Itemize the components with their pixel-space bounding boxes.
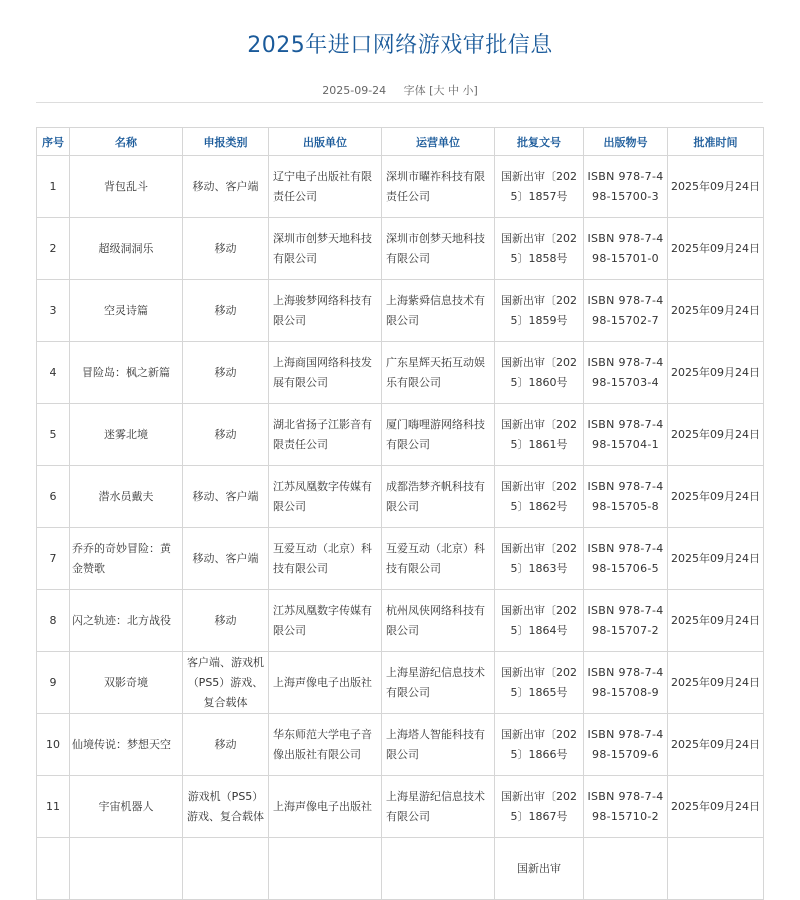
game-name: 超级洞洞乐 [70,218,183,280]
table-row [37,466,764,528]
row-number: 8 [37,590,70,652]
approval-number: 国新出审〔2025〕1865号 [495,652,584,714]
header-name: 名称 [70,128,183,156]
game-name: 空灵诗篇 [70,280,183,342]
publisher-name: 上海声像电子出版社 [269,776,382,838]
table-row [37,838,764,900]
declaration-category: 移动 [183,218,269,280]
font-size-medium-link[interactable]: 中 [447,84,459,97]
row-number: 6 [37,466,70,528]
approval-number: 国新出审〔2025〕1860号 [495,342,584,404]
game-name [70,838,183,900]
declaration-category: 移动 [183,590,269,652]
operator-name: 上海星游纪信息技术有限公司 [382,776,495,838]
game-name: 仙境传说：梦想天空 [70,714,183,776]
publisher-name: 上海骏梦网络科技有限公司 [269,280,382,342]
table-row [37,280,764,342]
publisher-name: 上海声像电子出版社 [269,652,382,714]
approval-number: 国新出审〔2025〕1866号 [495,714,584,776]
declaration-category: 游戏机（PS5）游戏、复合载体 [183,776,269,838]
publisher-name: 江苏凤凰数字传媒有限公司 [269,466,382,528]
row-number: 1 [37,156,70,218]
operator-name: 深圳市曜祚科技有限责任公司 [382,156,495,218]
table-row [37,404,764,466]
header-approval-number: 批复文号 [495,128,584,156]
game-name: 冒险岛：枫之新篇 [70,342,183,404]
row-number [37,838,70,900]
font-size-bracket-open: [ [429,84,434,97]
declaration-category: 移动 [183,342,269,404]
page-title: 2025年进口网络游戏审批信息 [247,33,553,58]
header-category: 申报类别 [183,128,269,156]
publisher-name: 上海商国网络科技发展有限公司 [269,342,382,404]
declaration-category: 移动、客户端 [183,466,269,528]
approval-date: 2025年09月24日 [668,652,764,714]
approval-number: 国新出审〔2025〕1858号 [495,218,584,280]
row-number: 3 [37,280,70,342]
row-number: 4 [37,342,70,404]
operator-name: 上海紫舜信息技术有限公司 [382,280,495,342]
isbn-number: ISBN 978-7-498-15702-7 [584,280,668,342]
table-row [37,156,764,218]
isbn-number: ISBN 978-7-498-15705-8 [584,466,668,528]
game-name: 乔乔的奇妙冒险：黄金赞歌 [70,528,183,590]
approval-date: 2025年09月24日 [668,528,764,590]
table-row [37,590,764,652]
publish-date: 2025-09-24 [322,84,387,97]
publisher-name: 江苏凤凰数字传媒有限公司 [269,590,382,652]
declaration-category: 移动、客户端 [183,156,269,218]
row-number: 5 [37,404,70,466]
operator-name: 深圳市创梦天地科技有限公司 [382,218,495,280]
game-name: 宇宙机器人 [70,776,183,838]
approval-date: 2025年09月24日 [668,342,764,404]
operator-name: 上海塔人智能科技有限公司 [382,714,495,776]
isbn-number: ISBN 978-7-498-15703-4 [584,342,668,404]
table-row [37,776,764,838]
approval-number: 国新出审 [495,838,584,900]
approval-date: 2025年09月24日 [668,218,764,280]
isbn-number: ISBN 978-7-498-15709-6 [584,714,668,776]
publisher-name: 华东师范大学电子音像出版社有限公司 [269,714,382,776]
operator-name: 互爱互动（北京）科技有限公司 [382,528,495,590]
declaration-category: 移动、客户端 [183,528,269,590]
table-row [37,342,764,404]
header-no: 序号 [37,128,70,156]
approval-number: 国新出审〔2025〕1862号 [495,466,584,528]
approval-number: 国新出审〔2025〕1857号 [495,156,584,218]
title-divider [36,102,763,103]
approval-number: 国新出审〔2025〕1864号 [495,590,584,652]
font-size-large-link[interactable]: 大 [433,84,445,97]
declaration-category: 移动 [183,280,269,342]
game-name: 潜水员戴夫 [70,466,183,528]
publisher-name: 辽宁电子出版社有限责任公司 [269,156,382,218]
table-row [37,218,764,280]
font-size-label: 字体 [403,84,426,97]
table-row [37,714,764,776]
publisher-name: 深圳市创梦天地科技有限公司 [269,218,382,280]
isbn-number: ISBN 978-7-498-15701-0 [584,218,668,280]
font-size-bracket-close: ] [473,84,478,97]
declaration-category: 移动 [183,714,269,776]
approval-date: 2025年09月24日 [668,280,764,342]
approval-table [36,127,764,900]
operator-name: 杭州凤侠网络科技有限公司 [382,590,495,652]
row-number: 11 [37,776,70,838]
font-size-small-link[interactable]: 小 [462,84,474,97]
game-name: 双影奇境 [70,652,183,714]
table-row [37,652,764,714]
approval-date: 2025年09月24日 [668,156,764,218]
declaration-category: 客户端、游戏机（PS5）游戏、复合载体 [183,652,269,714]
operator-name: 广东星辉天拓互动娱乐有限公司 [382,342,495,404]
isbn-number: ISBN 978-7-498-15700-3 [584,156,668,218]
operator-name: 成都浩梦齐帆科技有限公司 [382,466,495,528]
operator-name [382,838,495,900]
approval-number: 国新出审〔2025〕1863号 [495,528,584,590]
publisher-name [269,838,382,900]
header-operator: 运营单位 [382,128,495,156]
approval-date: 2025年09月24日 [668,590,764,652]
approval-date: 2025年09月24日 [668,714,764,776]
isbn-number: ISBN 978-7-498-15706-5 [584,528,668,590]
approval-date: 2025年09月24日 [668,404,764,466]
game-name: 闪之轨迹：北方战役 [70,590,183,652]
approval-number: 国新出审〔2025〕1859号 [495,280,584,342]
publisher-name: 湖北省扬子江影音有限责任公司 [269,404,382,466]
game-name: 背包乱斗 [70,156,183,218]
approval-number: 国新出审〔2025〕1867号 [495,776,584,838]
approval-date: 2025年09月24日 [668,466,764,528]
declaration-category [183,838,269,900]
isbn-number [584,838,668,900]
article-meta [0,82,800,98]
publisher-name: 互爱互动（北京）科技有限公司 [269,528,382,590]
isbn-number: ISBN 978-7-498-15710-2 [584,776,668,838]
header-publisher: 出版单位 [269,128,382,156]
row-number: 9 [37,652,70,714]
isbn-number: ISBN 978-7-498-15707-2 [584,590,668,652]
game-name: 迷雾北境 [70,404,183,466]
row-number: 10 [37,714,70,776]
table-header-row [37,128,764,156]
table-row [37,528,764,590]
header-approval-date: 批准时间 [668,128,764,156]
declaration-category: 移动 [183,404,269,466]
isbn-number: ISBN 978-7-498-15708-9 [584,652,668,714]
header-isbn: 出版物号 [584,128,668,156]
isbn-number: ISBN 978-7-498-15704-1 [584,404,668,466]
row-number: 2 [37,218,70,280]
operator-name: 上海星游纪信息技术有限公司 [382,652,495,714]
approval-date: 2025年09月24日 [668,776,764,838]
approval-number: 国新出审〔2025〕1861号 [495,404,584,466]
row-number: 7 [37,528,70,590]
approval-date [668,838,764,900]
operator-name: 厦门嗨哩游网络科技有限公司 [382,404,495,466]
